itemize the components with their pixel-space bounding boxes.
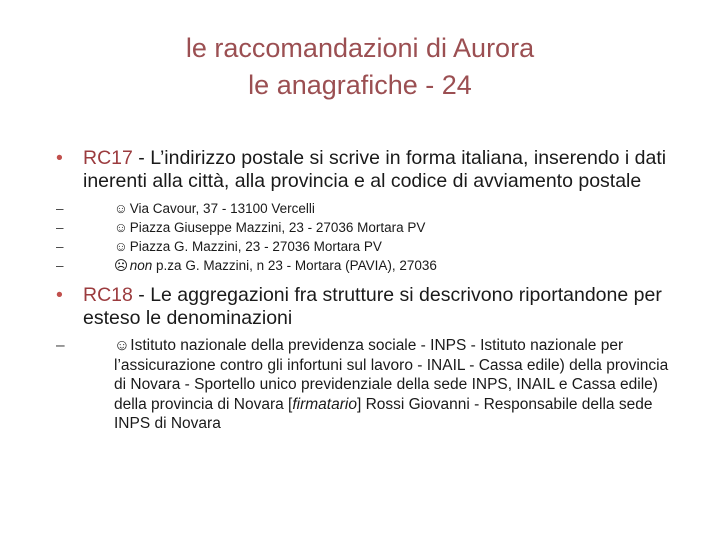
example-text-before: Istituto nazionale della previdenza sociale - INPS - Istituto nazionale per l’assicurazione contro gli infortuni sul lavoro - INAIL - Cassa edile) della provincia di Novara - Sportello unico previdenziale della sede INPS, INAIL e Cassa edile) della provincia di Novara [: [114, 337, 669, 413]
title-line-2: le anagrafiche - 24: [248, 70, 472, 100]
rc18-example: [56, 336, 676, 434]
smiley-icon: ☺: [114, 337, 130, 354]
slide-title: [0, 30, 720, 104]
example-italic: firmatario: [292, 395, 357, 413]
frown-icon: ☹: [114, 258, 129, 273]
slide-content: [56, 147, 676, 434]
example-text: Via Cavour, 37 - 13100 Vercelli: [129, 201, 315, 216]
dash-icon: –: [56, 239, 64, 254]
example-text: Piazza G. Mazzini, 23 - 27036 Mortara PV: [129, 239, 382, 254]
example-text: p.za G. Mazzini, n 23 - Mortara (PAVIA), 27036: [152, 258, 437, 273]
rc17-text: - L’indirizzo postale si scrive in forma italiana, inserendo i dati inerenti alla città, alla provincia e al codice di avviamento postale: [83, 147, 667, 192]
rc18-code: RC18: [83, 284, 133, 306]
rc17-example-3: [56, 237, 676, 256]
example-text: Piazza Giuseppe Mazzini, 23 - 27036 Mortara PV: [129, 220, 426, 235]
example-text-after: ] Rossi Giovanni - Responsabile della sede INPS di Novara: [114, 395, 653, 432]
rc17-item: [56, 147, 676, 193]
dash-icon: –: [56, 258, 64, 273]
dash-icon: –: [56, 337, 65, 354]
bullet-icon: •: [56, 284, 63, 306]
smiley-icon: ☺: [114, 201, 128, 216]
rc17-example-2: [56, 218, 676, 237]
example-italic: non: [129, 258, 153, 273]
rc18-item: [56, 284, 676, 330]
dash-icon: –: [56, 201, 64, 216]
rc17-example-4: [56, 256, 676, 275]
smiley-icon: ☺: [114, 220, 128, 235]
bullet-icon: •: [56, 147, 63, 169]
title-line-1: le raccomandazioni di Aurora: [185, 33, 535, 63]
rc17-example-1: [56, 199, 676, 218]
rc17-code: RC17: [83, 147, 133, 169]
rc18-text: - Le aggregazioni fra strutture si descrivono riportandone per esteso le denominazioni: [83, 284, 662, 329]
dash-icon: –: [56, 220, 64, 235]
smiley-icon: ☺: [114, 239, 128, 254]
